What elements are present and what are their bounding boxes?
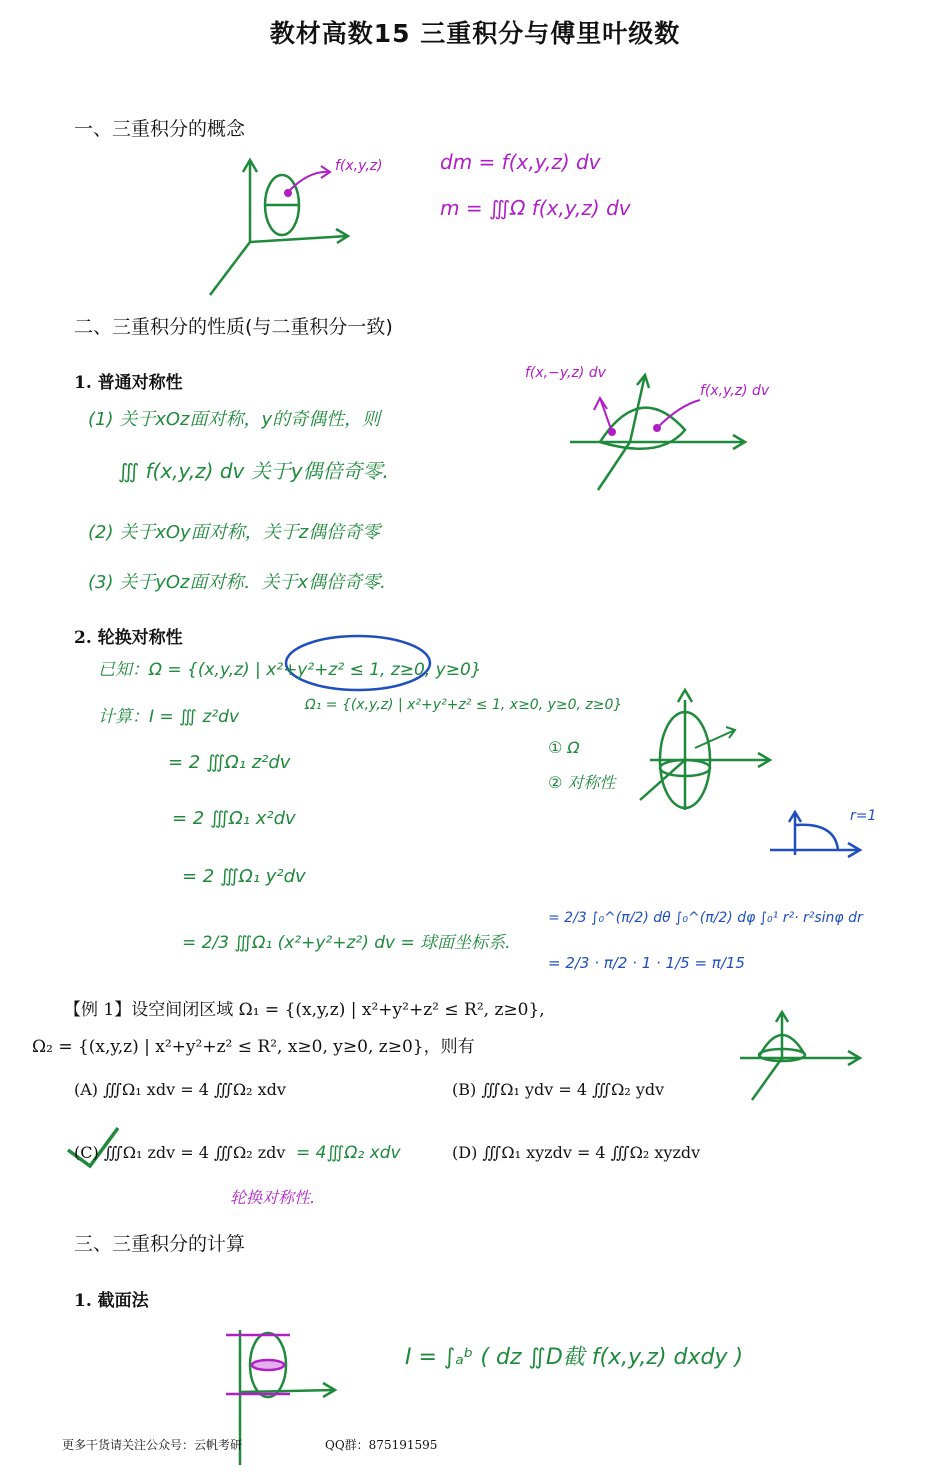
calc-step-3: = 2 ∭Ω₁ y²dv [182, 866, 306, 887]
footer-qq: QQ群：875191595 [325, 1438, 438, 1452]
section-heading-calculation: 三、三重积分的计算 [74, 1233, 246, 1255]
axes-figure-rotation [640, 690, 770, 810]
example-line-2: Ω₂ = {(x,y,z) | x²+y²+z² ≤ R², x≥0, y≥0, z≥0}，则有 [32, 1037, 475, 1057]
axes-figure-example [740, 1012, 860, 1100]
calc-step-1: = 2 ∭Ω₁ z²dv [168, 752, 291, 773]
note-omega: ① Ω [548, 738, 580, 757]
section-heading-properties: 二、三重积分的性质(与二重积分一致) [74, 316, 393, 338]
polar-sketch [770, 812, 860, 857]
formula-dm: dm = f(x,y,z) dv [440, 150, 601, 174]
calc-step-2: = 2 ∭Ω₁ x²dv [172, 808, 296, 829]
subsection-section-method: 1. 截面法 [74, 1291, 149, 1311]
note-xoy-symmetry: (2) 关于xOy面对称，关于z偶倍奇零 [88, 522, 381, 543]
calc-step-4: = 2/3 ∭Ω₁ (x²+y²+z²) dv = 球面坐标系. [182, 933, 511, 953]
calc-step-5: = 2/3 ∫₀^(π/2) dθ ∫₀^(π/2) dφ ∫₀¹ r²· r²sinφ dr [548, 910, 863, 926]
example-line-1: 【例 1】设空间闭区域 Ω₁ = {(x,y,z) | x²+y²+z² ≤ R², z≥0}, [64, 1000, 545, 1020]
axes-figure-concept [210, 160, 348, 295]
option-c-reason: 轮换对称性. [230, 1188, 316, 1207]
section-heading-concept: 一、三重积分的概念 [74, 118, 246, 140]
fig-label-f-xyz: f(x,y,z) dv [700, 383, 770, 399]
option-c-note: = 4∭Ω₂ xdv [296, 1143, 401, 1163]
footer-wechat: 更多干货请关注公众号：云帆考研 [62, 1438, 243, 1452]
fig-label-f-minus-y: f(x,−y,z) dv [525, 365, 606, 381]
omega1-definition: Ω₁ = {(x,y,z) | x²+y²+z² ≤ 1, x≥0, y≥0, z≥0} [305, 697, 623, 713]
option-b: (B) ∭Ω₁ ydv = 4 ∭Ω₂ ydv [452, 1080, 665, 1099]
subsection-rotation-symmetry: 2. 轮换对称性 [74, 628, 183, 648]
subsection-ordinary-symmetry: 1. 普通对称性 [74, 373, 183, 393]
option-c: (C) ∭Ω₁ zdv = 4 ∭Ω₂ zdv [74, 1143, 286, 1162]
option-a: (A) ∭Ω₁ xdv = 4 ∭Ω₂ xdv [74, 1080, 286, 1099]
note-integral-y: ∭ f(x,y,z) dv 关于y偶倍奇零. [118, 459, 389, 483]
note-symmetry: ② 对称性 [548, 773, 616, 792]
axes-figure-section [240, 1330, 335, 1465]
note-yoz-symmetry: (3) 关于yOz面对称．关于x偶倍奇零. [88, 572, 386, 593]
known-region: 已知：Ω = {(x,y,z) | x²+y²+z² ≤ 1, z≥0, y≥0} [98, 660, 482, 680]
formula-mass: m = ∭Ω f(x,y,z) dv [440, 196, 631, 220]
calc-integral: 计算：I = ∭ z²dv [98, 707, 240, 727]
label-f-xyz: f(x,y,z) [335, 158, 383, 174]
page-title: 教材高数15 三重积分与傅里叶级数 [269, 19, 681, 48]
calc-step-6: = 2/3 · π/2 · 1 · 1/5 = π/15 [548, 954, 745, 972]
option-d: (D) ∭Ω₁ xyzdv = 4 ∭Ω₂ xyzdv [452, 1143, 701, 1162]
note-xoz-symmetry: (1) 关于xOz面对称，y的奇偶性，则 [88, 409, 381, 430]
polar-r-label: r=1 [850, 808, 877, 824]
section-method-formula: I = ∫ₐᵇ ( dz ∬D截 f(x,y,z) dxdy ) [405, 1345, 744, 1370]
